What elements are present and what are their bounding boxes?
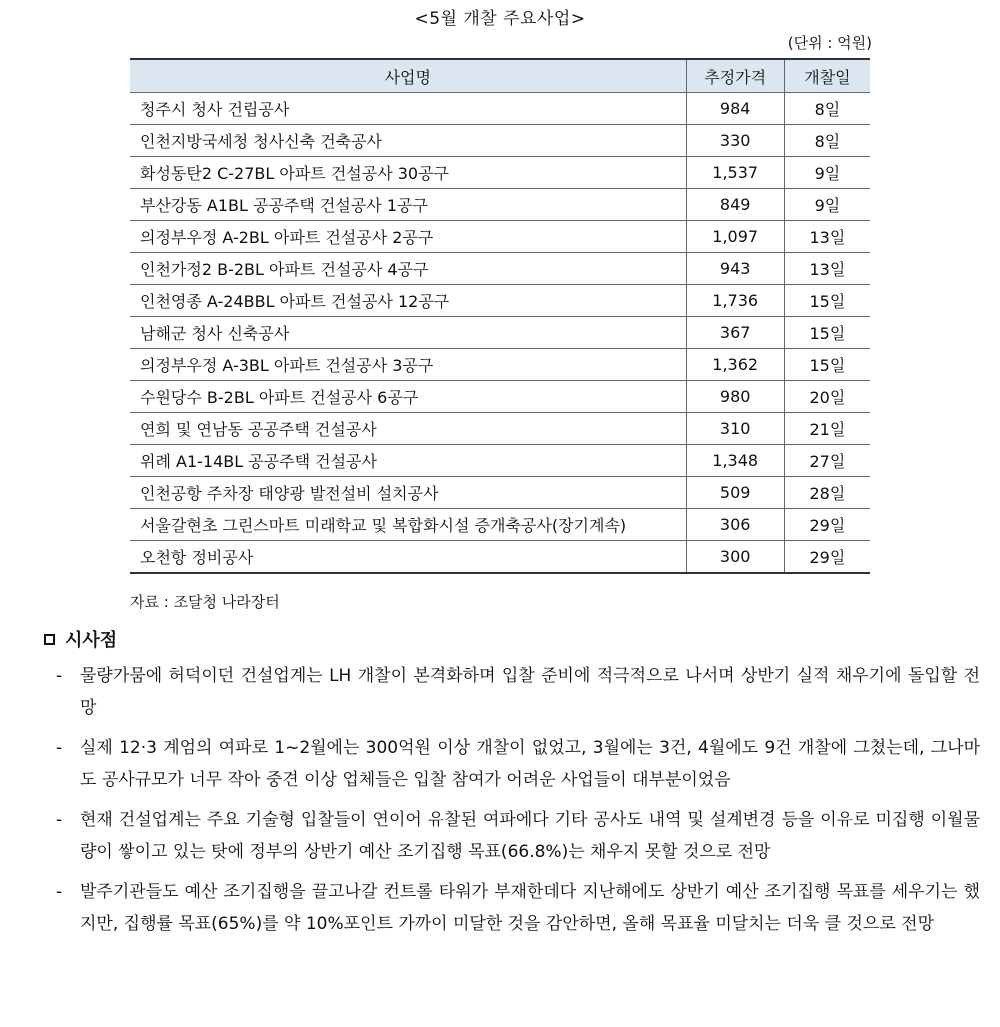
cell-bid-day: 8일 <box>784 125 870 157</box>
cell-estimated-price: 1,537 <box>686 157 784 189</box>
cell-bid-day: 13일 <box>784 253 870 285</box>
table-row <box>130 317 870 349</box>
cell-project-name: 청주시 청사 건립공사 <box>130 93 686 125</box>
cell-bid-day: 27일 <box>784 445 870 477</box>
cell-estimated-price: 306 <box>686 509 784 541</box>
header-estimated-price: 추정가격 <box>686 59 784 93</box>
cell-bid-day: 28일 <box>784 477 870 509</box>
cell-estimated-price: 849 <box>686 189 784 221</box>
cell-project-name: 오천항 정비공사 <box>130 541 686 574</box>
cell-estimated-price: 1,348 <box>686 445 784 477</box>
cell-project-name: 위례 A1-14BL 공공주택 건설공사 <box>130 445 686 477</box>
unit-label: (단위 : 억원) <box>787 34 872 52</box>
bid-table <box>130 58 870 574</box>
section-heading <box>44 626 117 652</box>
bullet-item <box>54 876 980 940</box>
cell-estimated-price: 310 <box>686 413 784 445</box>
table-body <box>130 93 870 574</box>
source-note: 자료 : 조달청 나라장터 <box>130 593 280 611</box>
cell-project-name: 부산강동 A1BL 공공주택 건설공사 1공구 <box>130 189 686 221</box>
bullet-dash-icon: - <box>56 666 63 686</box>
table-title: <5월 개찰 주요사업> <box>414 9 586 29</box>
cell-project-name: 인천영종 A-24BBL 아파트 건설공사 12공구 <box>130 285 686 317</box>
cell-bid-day: 15일 <box>784 317 870 349</box>
header-project-name: 사업명 <box>130 59 686 93</box>
cell-estimated-price: 330 <box>686 125 784 157</box>
cell-bid-day: 15일 <box>784 285 870 317</box>
cell-project-name: 인천지방국세청 청사신축 건축공사 <box>130 125 686 157</box>
table-row <box>130 381 870 413</box>
cell-project-name: 의정부우정 A-2BL 아파트 건설공사 2공구 <box>130 221 686 253</box>
table-row <box>130 509 870 541</box>
cell-project-name: 인천공항 주차장 태양광 발전설비 설치공사 <box>130 477 686 509</box>
cell-project-name: 화성동탄2 C-27BL 아파트 건설공사 30공구 <box>130 157 686 189</box>
bullet-text: 실제 12·3 계엄의 여파로 1~2월에는 300억원 이상 개찰이 없었고, 3월에는 3건, 4월에도 9건 개찰에 그쳤는데, 그나마도 공사규모가 너무 작아 중견 이상 업체들은 입찰 참여가 어려운 사업들이 대부분이었음 <box>80 738 980 790</box>
cell-estimated-price: 1,362 <box>686 349 784 381</box>
bullet-item <box>54 804 980 868</box>
cell-estimated-price: 980 <box>686 381 784 413</box>
cell-project-name: 수원당수 B-2BL 아파트 건설공사 6공구 <box>130 381 686 413</box>
table-row <box>130 413 870 445</box>
bullet-text: 발주기관들도 예산 조기집행을 끌고나갈 컨트롤 타워가 부재한데다 지난해에도 상반기 예산 조기집행 목표를 세우기는 했지만, 집행률 목표(65%)를 약 10%포인트 가까이 미달한 것을 감안하면, 올해 목표율 미달치는 더욱 클 것으로 전망 <box>80 882 980 934</box>
bullet-text: 물량가뭄에 허덕이던 건설업계는 LH 개찰이 본격화하며 입찰 준비에 적극적으로 나서며 상반기 실적 채우기에 돌입할 전망 <box>80 666 980 718</box>
cell-bid-day: 29일 <box>784 541 870 574</box>
cell-estimated-price: 1,097 <box>686 221 784 253</box>
cell-bid-day: 9일 <box>784 157 870 189</box>
table-row <box>130 477 870 509</box>
bullet-item <box>54 660 980 724</box>
table-row <box>130 125 870 157</box>
cell-project-name: 의정부우정 A-3BL 아파트 건설공사 3공구 <box>130 349 686 381</box>
cell-project-name: 서울갈현초 그린스마트 미래학교 및 복합화시설 증개축공사(장기계속) <box>130 509 686 541</box>
bullet-item <box>54 732 980 796</box>
bullet-dash-icon: - <box>56 882 63 902</box>
cell-project-name: 연희 및 연남동 공공주택 건설공사 <box>130 413 686 445</box>
table-row <box>130 157 870 189</box>
table-row <box>130 253 870 285</box>
bullet-dash-icon: - <box>56 810 63 830</box>
table-header-row <box>130 59 870 93</box>
cell-bid-day: 29일 <box>784 509 870 541</box>
checkbox-square-icon <box>44 634 55 645</box>
table-row <box>130 285 870 317</box>
cell-bid-day: 20일 <box>784 381 870 413</box>
cell-project-name: 남해군 청사 신축공사 <box>130 317 686 349</box>
cell-estimated-price: 367 <box>686 317 784 349</box>
header-bid-day: 개찰일 <box>784 59 870 93</box>
bullet-text: 현재 건설업계는 주요 기술형 입찰들이 연이어 유찰된 여파에다 기타 공사도 내역 및 설계변경 등을 이유로 미집행 이월물량이 쌓이고 있는 탓에 정부의 상반기 예산 조기집행 목표(66.8%)는 채우지 못할 것으로 전망 <box>80 810 980 862</box>
table-row <box>130 541 870 574</box>
table-row <box>130 189 870 221</box>
cell-estimated-price: 943 <box>686 253 784 285</box>
table-row <box>130 93 870 125</box>
cell-bid-day: 15일 <box>784 349 870 381</box>
table-row <box>130 445 870 477</box>
cell-estimated-price: 1,736 <box>686 285 784 317</box>
bullet-list <box>54 660 980 948</box>
cell-estimated-price: 509 <box>686 477 784 509</box>
cell-estimated-price: 984 <box>686 93 784 125</box>
section-title: 시사점 <box>65 630 118 651</box>
cell-bid-day: 8일 <box>784 93 870 125</box>
cell-bid-day: 9일 <box>784 189 870 221</box>
cell-bid-day: 13일 <box>784 221 870 253</box>
cell-bid-day: 21일 <box>784 413 870 445</box>
table-row <box>130 349 870 381</box>
bullet-dash-icon: - <box>56 738 63 758</box>
cell-project-name: 인천가정2 B-2BL 아파트 건설공사 4공구 <box>130 253 686 285</box>
table-row <box>130 221 870 253</box>
cell-estimated-price: 300 <box>686 541 784 574</box>
